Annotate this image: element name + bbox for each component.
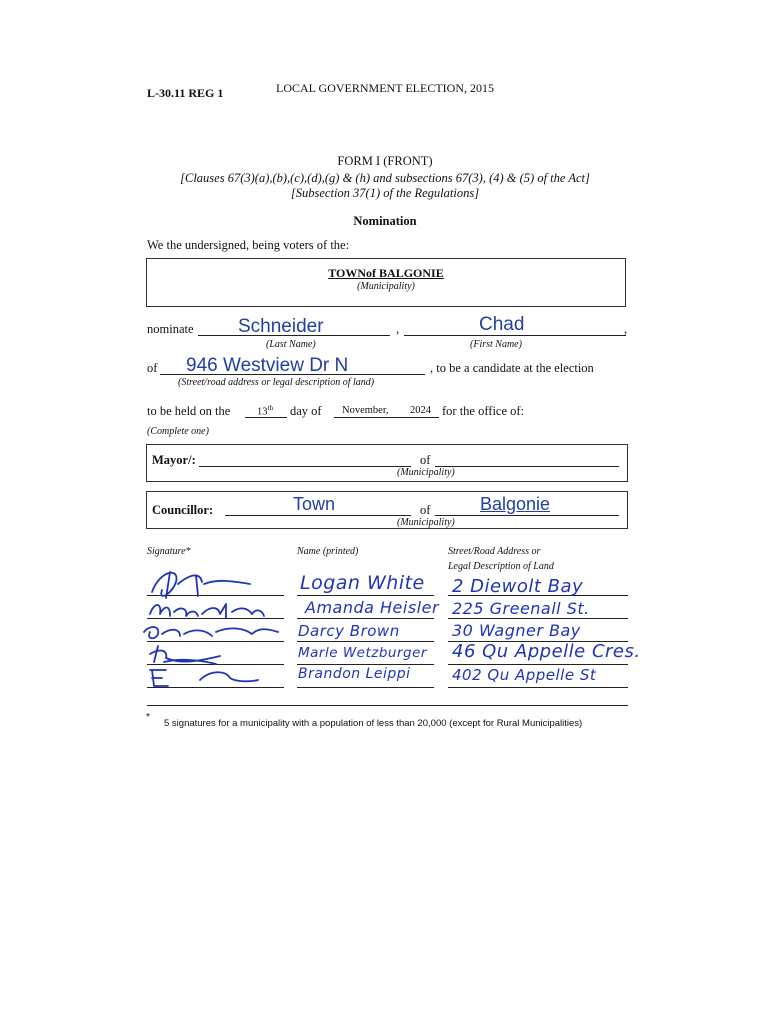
address-column-header-2: Legal Description of Land (448, 561, 554, 572)
form-title: FORM I (FRONT) (337, 154, 433, 168)
signer-name: Brandon Leippi (298, 666, 411, 682)
handwritten-signatures (140, 562, 290, 692)
day-of-label: day of (290, 404, 322, 418)
name-line (297, 686, 434, 688)
complete-one-note: (Complete one) (147, 426, 209, 437)
of-label: of (147, 361, 158, 375)
month-line (334, 416, 439, 418)
address-caption: (Street/road address or legal description of land) (178, 377, 375, 388)
signer-name: Marle Wetzburger (298, 645, 427, 661)
signature-2 (150, 604, 264, 618)
year-value: 2024 (410, 405, 431, 416)
address-line (448, 686, 628, 688)
regulation-code: L-30.11 REG 1 (147, 86, 224, 100)
footnote-marker: * (146, 712, 150, 723)
first-name-caption: (First Name) (470, 339, 522, 350)
signature-1 (152, 572, 250, 598)
month-value: November, (342, 405, 389, 416)
date-prefix: to be held on the (147, 404, 231, 418)
councillor-box (146, 491, 628, 529)
mayor-caption: (Municipality) (397, 467, 455, 478)
signer-address: 46 Qu Appelle Cres. (452, 641, 641, 662)
councillor-field[interactable]: Town (293, 494, 336, 514)
signer-name: Amanda Heisler (305, 598, 440, 617)
first-name-comma: , (624, 322, 628, 336)
municipality-name: TOWNof BALGONIE (328, 266, 444, 280)
signer-address: 2 Diewolt Bay (452, 576, 584, 597)
signature-5 (150, 670, 258, 686)
municipality-box (146, 258, 626, 307)
mayor-line[interactable] (199, 465, 411, 467)
signature-column-header: Signature* (147, 546, 191, 557)
mayor-label: Mayor/: (152, 453, 196, 467)
name-line (297, 663, 434, 665)
nominate-label: nominate (147, 322, 194, 336)
name-line (297, 594, 434, 596)
footnote-text: 5 signatures for a municipality with a population of less than 20,000 (except for Rural Municipalities) (164, 718, 583, 729)
address-line (448, 663, 628, 665)
signer-name: Logan White (300, 572, 425, 594)
intro-text: We the undersigned, being voters of the: (147, 238, 350, 252)
address-column-header-1: Street/Road Address or (448, 546, 541, 557)
footnote-divider (147, 705, 628, 707)
mayor-of-label: of (420, 453, 431, 467)
councillor-label: Councillor: (152, 503, 214, 517)
day-value (257, 404, 273, 418)
name-line (297, 640, 434, 642)
candidate-text: , to be a candidate at the election (430, 361, 594, 375)
form-clauses: [Clauses 67(3)(a),(b),(c),(d),(g) & (h) and subsections 67(3), (4) & (5) of the Act] (180, 171, 590, 185)
councillor-of-label: of (420, 503, 431, 517)
signer-address: 402 Qu Appelle St (452, 666, 597, 684)
signer-name: Darcy Brown (298, 622, 400, 640)
office-label: for the office of: (442, 404, 525, 418)
signer-address: 30 Wagner Bay (452, 621, 581, 640)
signature-3 (144, 627, 278, 638)
election-title: LOCAL GOVERNMENT ELECTION, 2015 (276, 81, 494, 95)
municipality-caption: (Municipality) (357, 281, 415, 292)
day-number: 13 (257, 406, 268, 418)
first-name-field[interactable]: Chad (479, 314, 525, 335)
last-name-field[interactable]: Schneider (238, 316, 324, 337)
address-field[interactable]: 946 Westview Dr N (186, 355, 349, 376)
councillor-municipality-field[interactable]: Balgonie (480, 494, 551, 514)
signature-4 (150, 646, 220, 664)
name-column-header: Name (printed) (297, 546, 359, 557)
councillor-caption: (Municipality) (397, 517, 455, 528)
last-name-caption: (Last Name) (266, 339, 316, 350)
name-comma: , (396, 322, 400, 336)
signer-address: 225 Greenall St. (452, 599, 590, 618)
day-suffix: th (267, 404, 273, 412)
mayor-box (146, 444, 628, 482)
mayor-municipality-line[interactable] (435, 465, 619, 467)
name-line (297, 617, 434, 619)
form-subsection: [Subsection 37(1) of the Regulations] (290, 186, 480, 200)
nomination-heading: Nomination (353, 214, 417, 228)
